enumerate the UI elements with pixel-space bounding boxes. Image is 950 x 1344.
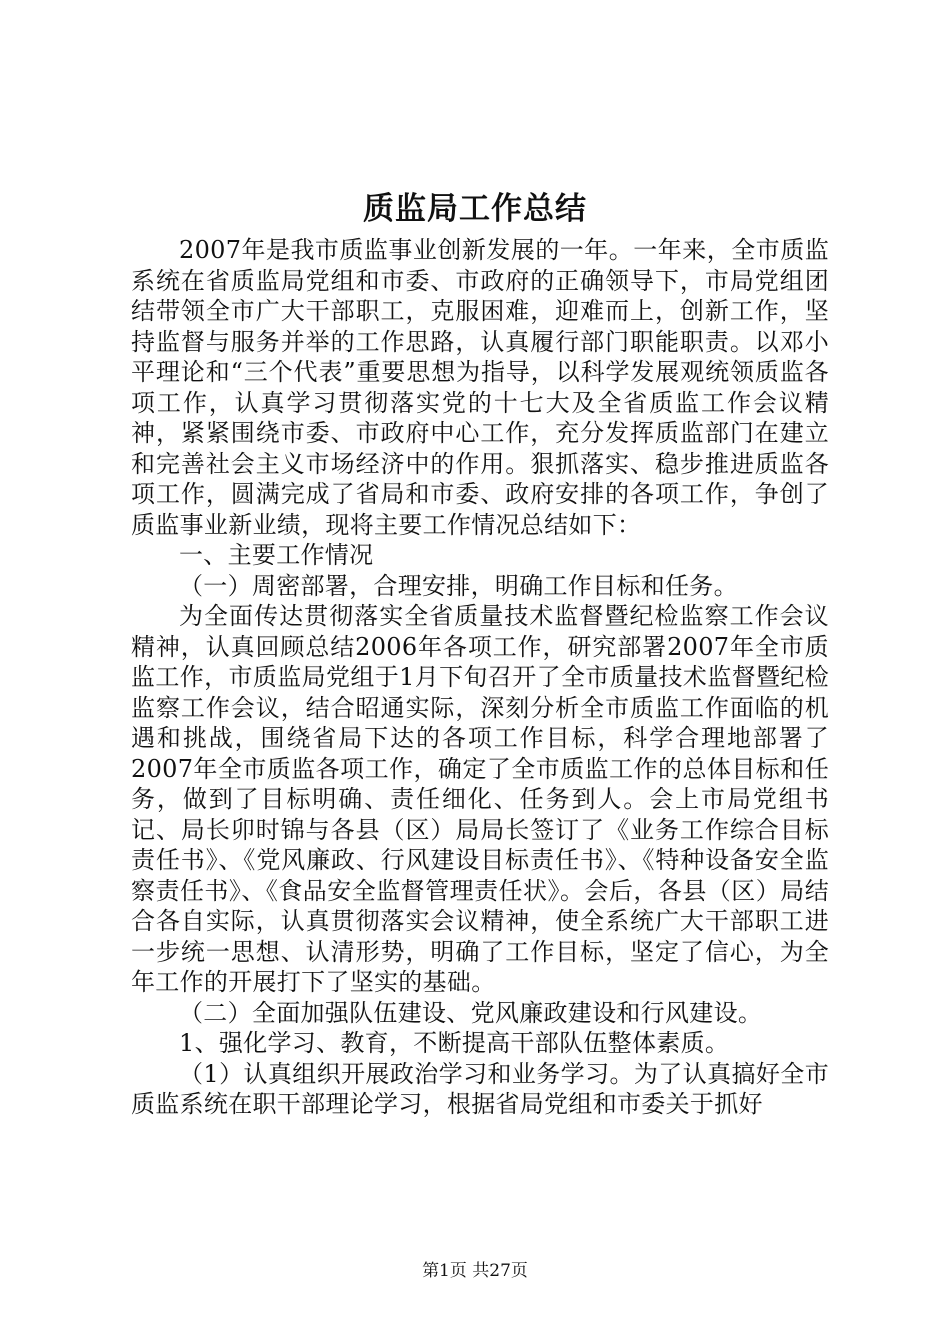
document-body (131, 235, 829, 1120)
document-title: 质监局工作总结 (363, 191, 587, 227)
page-footer: 第1页 共27页 (422, 1261, 528, 1281)
subsection-heading-2: （二）全面加强队伍建设、党风廉政建设和行风建设。 (179, 998, 763, 1027)
item-heading-1: 1、强化学习、教育，不断提高干部队伍整体素质。 (179, 1029, 730, 1057)
body-paragraph-deployment: 为全面传达贯彻落实全省质量技术监督暨纪检监察工作会议精神，认真回顾总结2006年各项工作，研究部署2007年全市质监工作，市质监局党组于1月下旬召开了全市质量技术监督暨纪检监察工作会议，结合昭通实际，深刻分析全市质监工作面临的机遇和挑战，围绕省局下达的各项工作目标，科学合理地部署了2007年全市质监各项工作，确定了全市质监工作的总体目标和任务，做到了目标明确、责任细化、任务到人。会上市局党组书记、局长卯时锦与各县（区）局局长签订了《业务工作综合目标责任书》、《党风廉政、行风建设目标责任书》、《特种设备安全监察责任书》、《食品安全监督管理责任状》。会后，各县（区）局结合各自实际，认真贯彻落实会议精神，使全系统广大干部职工进一步统一思想、认清形势，明确了工作目标，坚定了信心，为全年工作的开展打下了坚实的基础。 (131, 602, 829, 996)
section-heading-main-work: 一、主要工作情况 (179, 541, 374, 569)
intro-paragraph: 2007年是我市质监事业创新发展的一年。一年来，全市质监系统在省质监局党组和市委、市政府的正确领导下，市局党组团结带领全市广大干部职工，克服困难，迎难而上，创新工作，坚持监督与服务并举的工作思路，认真履行部门职能职责。以邓小平理论和“三个代表”重要思想为指导，以科学发展观统领质监各项工作，认真学习贯彻落实党的十七大及全省质监工作会议精神，紧紧围绕市委、市政府中心工作，充分发挥质监部门在建立和完善社会主义市场经济中的作用。狠抓落实、稳步推进质监各项工作，圆满完成了省局和市委、政府安排的各项工作，争创了质监事业新业绩，现将主要工作情况总结如下： (131, 236, 829, 539)
body-paragraph-study: （1）认真组织开展政治学习和业务学习。为了认真搞好全市质监系统在职干部理论学习，根据省局党组和市委关于抓好 (131, 1059, 829, 1118)
subsection-heading-1: （一）周密部署，合理安排，明确工作目标和任务。 (179, 571, 738, 600)
